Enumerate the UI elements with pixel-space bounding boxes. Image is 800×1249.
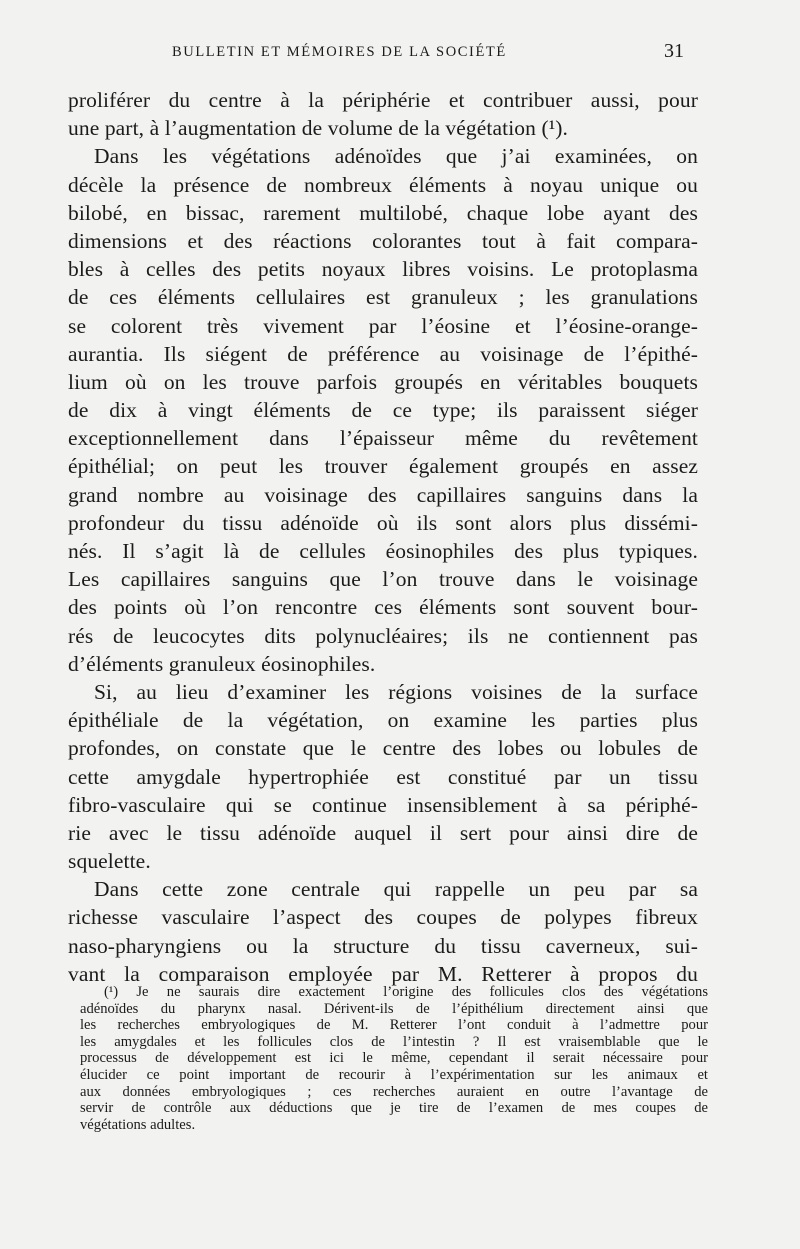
text-line: Dans cette zone centrale qui rappelle un peu par sa xyxy=(94,877,698,902)
text-line: Dans les végétations adénoïdes que j’ai examinées, on xyxy=(94,144,698,169)
text-line: de ces éléments cellulaires est granuleux ; les granulations xyxy=(68,285,698,310)
text-line: rie avec le tissu adénoïde auquel il sert pour ainsi dire de xyxy=(68,820,698,845)
running-title: BULLETIN ET MÉMOIRES DE LA SOCIÉTÉ xyxy=(172,44,507,60)
footnote-line: (¹) Je ne saurais dire exactement l’origine des follicules clos des végétations xyxy=(104,984,708,1000)
text-line: nés. Il s’agit là de cellules éosinophiles des plus typiques. xyxy=(68,539,698,563)
text-line: épithélial; on peut les trouver également groupés en assez xyxy=(68,454,698,479)
footnote-line: les recherches embryologiques de M. Retterer l’ont conduit à l’admettre pour xyxy=(80,1017,708,1034)
text-line: Si, au lieu d’examiner les régions voisines de la surface xyxy=(94,679,698,704)
text-line: dimensions et des réactions colorantes tout à fait compara- xyxy=(68,228,698,253)
text-line: fibro-vasculaire qui se continue insensiblement à sa périphé- xyxy=(68,792,698,817)
text-line: cette amygdale hypertrophiée est constitué par un tissu xyxy=(68,764,698,789)
text-line: se colorent très vivement par l’éosine et l’éosine-orange- xyxy=(68,313,698,338)
text-line: squelette. xyxy=(68,849,151,874)
text-line: naso-pharyngiens ou la structure du tissu caverneux, sui- xyxy=(68,933,698,958)
body-text xyxy=(68,86,698,988)
text-line: des points où l’on rencontre ces éléments sont souvent bour- xyxy=(68,595,698,620)
text-line: proliférer du centre à la périphérie et contribuer aussi, pour xyxy=(68,88,698,112)
text-line: grand nombre au voisinage des capillaires sanguins dans la xyxy=(68,482,698,507)
footnote-line: adénoïdes du pharynx nasal. Dérivent-ils de l’épithélium directement ainsi que xyxy=(80,1000,708,1017)
text-line: d’éléments granuleux éosinophiles. xyxy=(68,651,376,676)
text-line: Les capillaires sanguins que l’on trouve dans le voisinage xyxy=(68,567,698,592)
text-line: lium où on les trouve parfois groupés en véritables bouquets xyxy=(68,369,698,394)
footnote-line: élucider ce point important de recourir à l’expérimentation sur les animaux et xyxy=(80,1066,708,1083)
page-number: 31 xyxy=(664,40,684,62)
footnote xyxy=(80,984,708,1133)
text-line: vant la comparaison employée par M. Retterer à propos du xyxy=(68,961,698,986)
text-line: une part, à l’augmentation de volume de la végétation (¹). xyxy=(68,116,568,141)
text-line: rés de leucocytes dits polynucléaires; ils ne contiennent pas xyxy=(68,623,698,648)
text-line: bles à celles des petits noyaux libres voisins. Le protoplasma xyxy=(68,257,698,282)
text-line: bilobé, en bissac, rarement multilobé, chaque lobe ayant des xyxy=(68,200,698,225)
text-line: épithéliale de la végétation, on examine les parties plus xyxy=(68,708,698,733)
text-line: profondeur du tissu adénoïde où ils sont alors plus dissémi- xyxy=(68,510,698,535)
footnote-line: végétations adultes. xyxy=(80,1116,196,1133)
footnote-line: aux données embryologiques ; ces recherches auraient en outre l’avantage de xyxy=(80,1083,708,1100)
text-line: profondes, on constate que le centre des lobes ou lobules de xyxy=(68,736,698,761)
page-header xyxy=(68,40,698,70)
footnote-line: servir de contrôle aux déductions que je tire de l’examen de mes coupes de xyxy=(80,1100,708,1117)
text-line: aurantia. Ils siégent de préférence au voisinage de l’épithé- xyxy=(68,341,698,366)
footnote-line: les amygdales et les follicules clos de l’intestin ? Il est vraisemblable que le xyxy=(80,1033,708,1050)
text-line: exceptionnellement dans l’épaisseur même du revêtement xyxy=(68,426,698,451)
text-line: de dix à vingt éléments de ce type; ils paraissent siéger xyxy=(68,398,698,423)
text-line: richesse vasculaire l’aspect des coupes de polypes fibreux xyxy=(68,905,698,930)
text-line: décèle la présence de nombreux éléments à noyau unique ou xyxy=(68,172,698,197)
footnote-line: processus de développement est ici le même, cependant il serait nécessaire pour xyxy=(80,1050,708,1067)
